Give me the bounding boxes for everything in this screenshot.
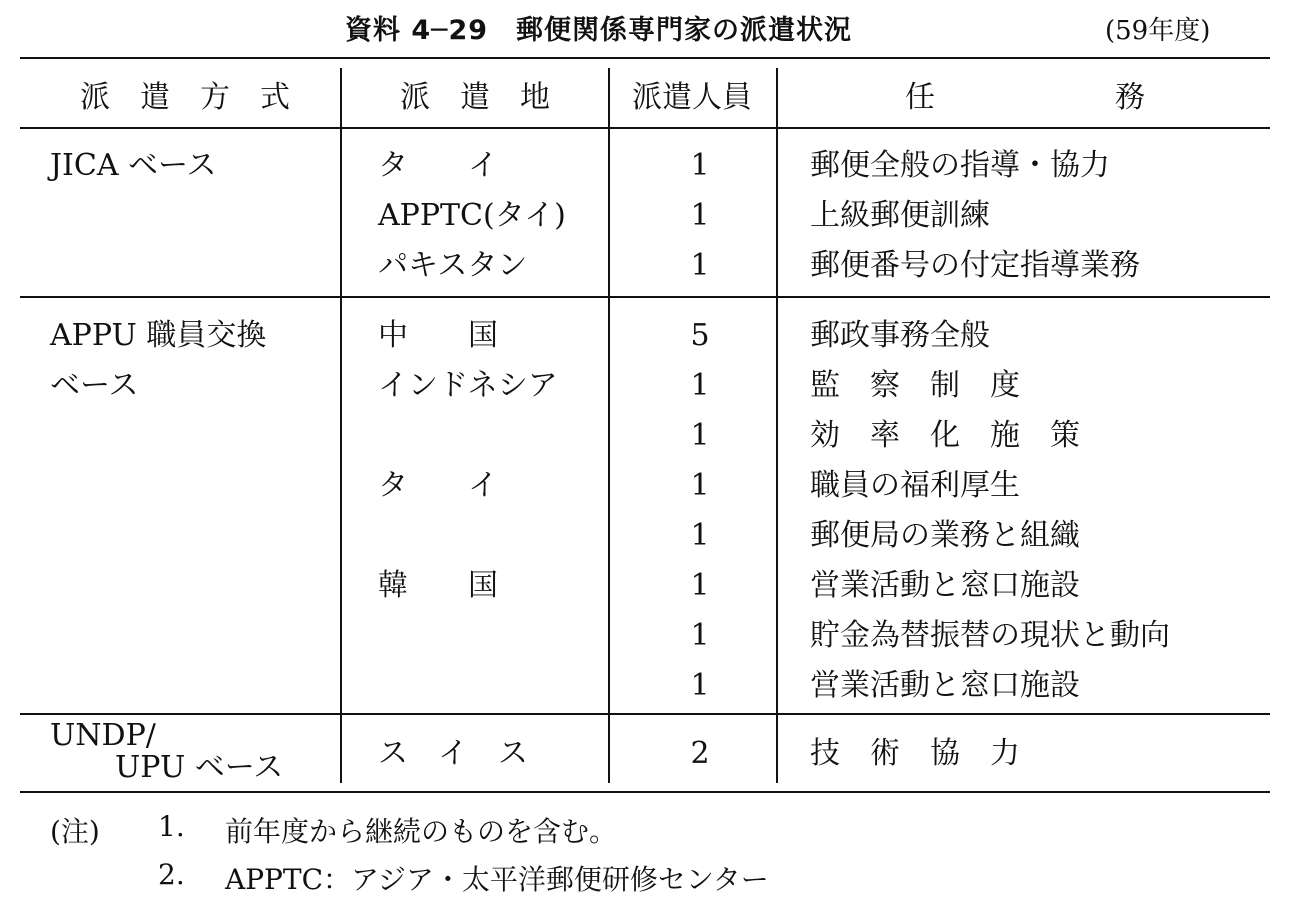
table-row-place: 中 国 bbox=[378, 318, 498, 353]
table-row-task: 郵便全般の指導・協力 bbox=[810, 148, 1110, 183]
method-jica: JICA ベース bbox=[50, 148, 217, 183]
note-number: 2. bbox=[158, 858, 185, 891]
table-row-task: 貯金為替振替の現状と動向 bbox=[810, 618, 1170, 653]
table-row-task: 営業活動と窓口施設 bbox=[810, 568, 1080, 603]
header-bottom-rule bbox=[20, 127, 1270, 129]
table-top-rule bbox=[20, 57, 1270, 59]
column-header-place: 派 遣 地 bbox=[400, 80, 550, 115]
table-row-place: ス イ ス bbox=[378, 736, 528, 771]
method-undp-line-2: UPU ベース bbox=[115, 750, 284, 785]
table-row-task: 上級郵便訓練 bbox=[810, 198, 990, 233]
table-row-place: パキスタン bbox=[378, 248, 528, 283]
fiscal-year-note: (59年度) bbox=[1105, 16, 1211, 46]
method-undp-line-1: UNDP/ bbox=[50, 718, 156, 753]
table-row-task: 職員の福利厚生 bbox=[810, 468, 1020, 503]
table-row-place: インドネシア bbox=[378, 368, 558, 403]
table-row-place: タ イ bbox=[378, 468, 498, 503]
note-text: 前年度から継続のものを含む。 bbox=[225, 815, 618, 848]
table-row-task: 郵便局の業務と組織 bbox=[810, 518, 1080, 553]
table-row-count: 1 bbox=[690, 668, 710, 703]
section-divider-1 bbox=[20, 296, 1270, 298]
note-number: 1. bbox=[158, 810, 185, 843]
table-row-count: 1 bbox=[690, 148, 710, 183]
table-row-count: 1 bbox=[690, 418, 710, 453]
page-title: 資料 4─29 郵便関係専門家の派遣状況 bbox=[345, 15, 853, 46]
table-row-task: 効 率 化 施 策 bbox=[810, 418, 1080, 453]
table-row-count: 1 bbox=[690, 198, 710, 233]
table-row-task: 郵便番号の付定指導業務 bbox=[810, 248, 1140, 283]
notes-label: (注) bbox=[50, 815, 100, 848]
table-row-place: APPTC(タイ) bbox=[378, 198, 566, 233]
table-row-count: 1 bbox=[690, 518, 710, 553]
column-header-task: 任 務 bbox=[905, 80, 1145, 115]
column-header-method: 派 遣 方 式 bbox=[80, 80, 290, 115]
column-divider-1 bbox=[340, 68, 342, 783]
column-header-count: 派遣人員 bbox=[632, 80, 752, 115]
table-row-count: 1 bbox=[690, 618, 710, 653]
table-row-task: 技 術 協 力 bbox=[810, 736, 1020, 771]
table-row-task: 郵政事務全般 bbox=[810, 318, 990, 353]
table-row-task: 営業活動と窓口施設 bbox=[810, 668, 1080, 703]
table-bottom-rule bbox=[20, 791, 1270, 793]
method-appu-line-1: APPU 職員交換 bbox=[50, 318, 267, 353]
table-row-count: 1 bbox=[690, 568, 710, 603]
table-row-count: 1 bbox=[690, 368, 710, 403]
section-divider-2 bbox=[20, 713, 1270, 715]
note-text: APPTC：アジア・太平洋郵便研修センター bbox=[225, 863, 769, 896]
table-row-count: 1 bbox=[690, 248, 710, 283]
table-row-count: 2 bbox=[690, 736, 710, 771]
table-row-task: 監 察 制 度 bbox=[810, 368, 1020, 403]
table-row-count: 5 bbox=[690, 318, 710, 353]
table-row-place: タ イ bbox=[378, 148, 498, 183]
method-appu-line-2: ベース bbox=[50, 368, 139, 403]
table-row-place: 韓 国 bbox=[378, 568, 498, 603]
table-row-count: 1 bbox=[690, 468, 710, 503]
column-divider-2 bbox=[608, 68, 610, 783]
title-row bbox=[0, 4, 1291, 50]
